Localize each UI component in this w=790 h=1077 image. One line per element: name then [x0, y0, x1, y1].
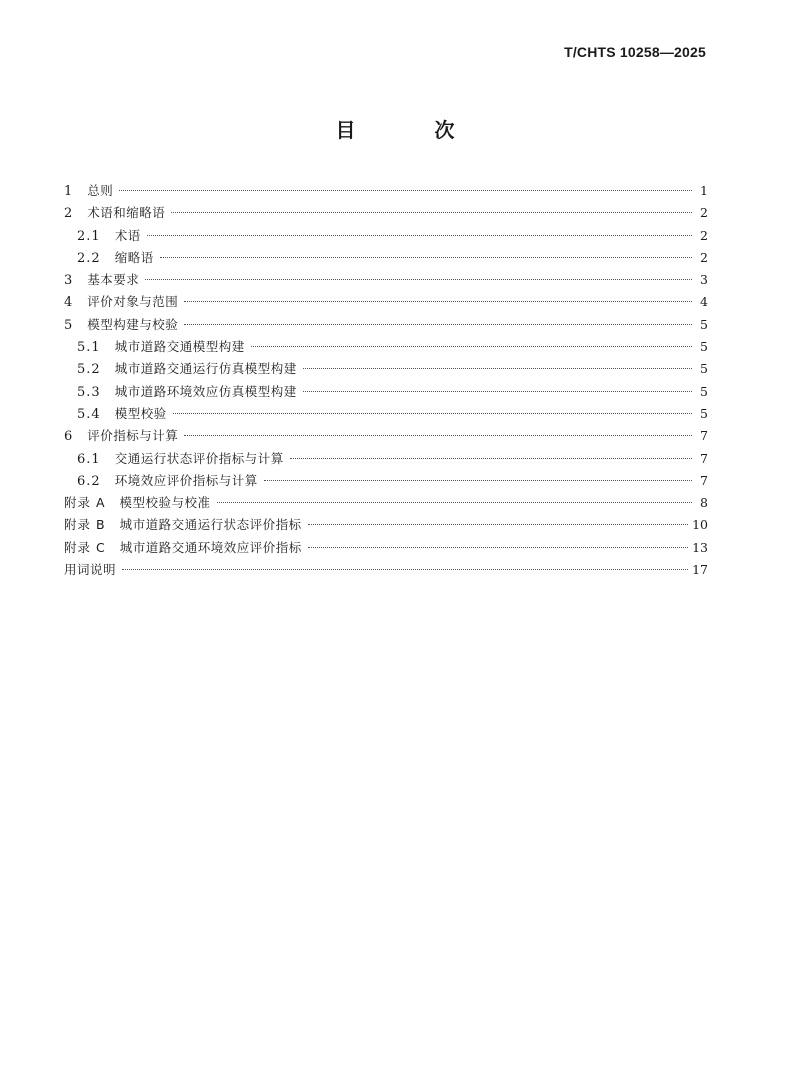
toc-entry-number: 附录 A — [64, 495, 106, 511]
toc-entry-label: 评价指标与计算 — [87, 428, 179, 444]
toc-leader-dots — [184, 301, 692, 302]
toc-entry-page: 2 — [700, 249, 708, 265]
toc-leader-dots — [251, 346, 692, 347]
toc-entry-number: 3 — [64, 273, 74, 289]
toc-entry[interactable] — [64, 403, 708, 425]
toc-entry-label: 基本要求 — [87, 272, 140, 288]
document-code: T/CHTS 10258—2025 — [564, 44, 706, 60]
toc-entry-page: 5 — [700, 316, 708, 332]
page-title: 目 次 — [335, 118, 491, 142]
toc-entry[interactable] — [64, 425, 708, 447]
toc-leader-dots — [145, 279, 692, 280]
toc-leader-dots — [308, 547, 688, 548]
toc-entry-label: 总则 — [87, 183, 114, 198]
toc-entry-label: 城市道路交通运行仿真模型构建 — [114, 361, 297, 377]
toc-leader-dots — [119, 190, 692, 191]
toc-entry-label: 评价对象与范围 — [87, 294, 179, 310]
toc-entry[interactable] — [64, 537, 708, 559]
toc-entry[interactable] — [64, 291, 708, 313]
toc-entry-page: 7 — [700, 472, 708, 488]
toc-entry-page: 8 — [700, 495, 708, 511]
toc-entry-number: 2.1 — [77, 228, 101, 244]
toc-leader-dots — [303, 391, 692, 392]
toc-entry-label: 交通运行状态评价指标与计算 — [114, 450, 284, 466]
toc-entry-label: 城市道路交通运行状态评价指标 — [119, 517, 302, 533]
toc-entry-label: 术语和缩略语 — [87, 205, 166, 221]
toc-entry-number: 5.3 — [77, 384, 101, 400]
toc-entry[interactable] — [64, 492, 708, 514]
toc-entry-label: 城市道路交通模型构建 — [114, 339, 245, 355]
toc-entry-page: 3 — [700, 272, 708, 288]
toc-entry-page: 7 — [700, 450, 708, 466]
toc-entry-number: 1 — [64, 184, 74, 199]
toc-leader-dots — [264, 480, 692, 481]
toc-entry-number: 附录 C — [64, 539, 106, 555]
toc-entry[interactable] — [64, 358, 708, 380]
toc-entry-label: 模型校验 — [114, 405, 167, 421]
toc-entry-number: 2 — [64, 206, 74, 222]
toc-leader-dots — [290, 458, 692, 459]
toc-entry-number: 6 — [64, 429, 74, 445]
table-of-contents — [64, 180, 708, 581]
toc-entry-number: 5.1 — [77, 340, 101, 356]
toc-entry-page: 5 — [700, 383, 708, 399]
toc-entry-label: 模型校验与校准 — [119, 495, 211, 511]
toc-leader-dots — [303, 368, 692, 369]
toc-entry[interactable] — [64, 225, 708, 247]
toc-entry-label: 缩略语 — [114, 249, 154, 265]
toc-entry-number: 6.2 — [77, 473, 101, 489]
toc-leader-dots — [308, 524, 689, 525]
toc-entry-label: 模型构建与校验 — [87, 316, 179, 332]
toc-entry-number: 5 — [64, 317, 74, 333]
toc-entry-number: 5.2 — [77, 362, 101, 378]
toc-leader-dots — [173, 413, 692, 414]
toc-entry[interactable] — [64, 180, 708, 202]
toc-entry-page: 5 — [700, 405, 708, 421]
toc-entry-page: 13 — [692, 539, 708, 555]
toc-leader-dots — [160, 257, 692, 258]
toc-entry-page: 1 — [700, 183, 708, 198]
toc-entry-page: 2 — [700, 227, 708, 243]
toc-entry-label: 术语 — [114, 227, 141, 243]
toc-entry-label: 用词说明 — [64, 562, 117, 578]
toc-leader-dots — [217, 502, 692, 503]
toc-entry-page: 10 — [692, 517, 708, 533]
toc-leader-dots — [147, 235, 692, 236]
toc-entry-page: 5 — [700, 361, 708, 377]
toc-entry[interactable] — [64, 336, 708, 358]
toc-entry[interactable] — [64, 448, 708, 470]
toc-entry-number: 4 — [64, 295, 74, 311]
toc-entry-number: 2.2 — [77, 250, 101, 266]
toc-entry[interactable] — [64, 247, 708, 269]
toc-entry-label: 城市道路交通环境效应评价指标 — [119, 539, 302, 555]
toc-entry-number: 6.1 — [77, 451, 101, 467]
toc-entry-number: 5.4 — [77, 406, 101, 422]
toc-entry-page: 2 — [700, 205, 708, 221]
toc-entry[interactable] — [64, 381, 708, 403]
toc-entry-page: 17 — [692, 562, 708, 578]
toc-entry[interactable] — [64, 559, 708, 581]
toc-entry-page: 7 — [700, 428, 708, 444]
toc-leader-dots — [184, 435, 692, 436]
toc-entry-page: 5 — [700, 339, 708, 355]
toc-entry-page: 4 — [700, 294, 708, 310]
toc-entry-label: 城市道路环境效应仿真模型构建 — [114, 383, 297, 399]
toc-entry-number: 附录 B — [64, 517, 106, 533]
toc-leader-dots — [122, 569, 688, 570]
toc-entry[interactable] — [64, 314, 708, 336]
toc-leader-dots — [184, 324, 692, 325]
toc-entry-label: 环境效应评价指标与计算 — [114, 472, 258, 488]
toc-entry[interactable] — [64, 269, 708, 291]
toc-entry[interactable] — [64, 202, 708, 224]
toc-entry[interactable] — [64, 514, 708, 536]
toc-leader-dots — [171, 212, 692, 213]
toc-entry[interactable] — [64, 470, 708, 492]
